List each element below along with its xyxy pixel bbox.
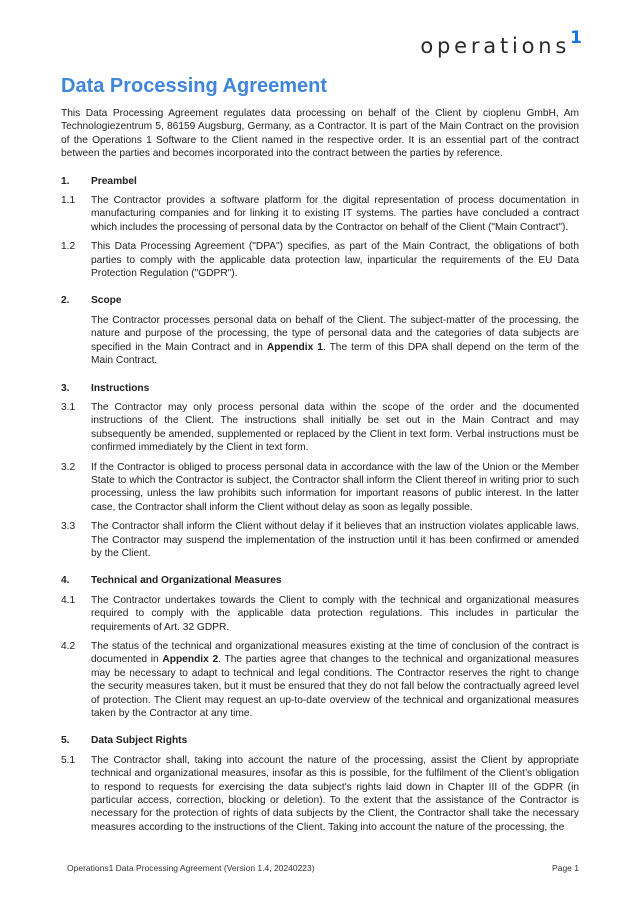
clause-number: 4.2 <box>61 641 76 652</box>
clause-number: 3.1 <box>61 401 76 413</box>
section-number: 1. <box>61 175 70 187</box>
intro-paragraph: This Data Processing Agreement regulates data processing on behalf of the Client by cioplenu GmbH, Am Technologiezentrum 5, 86159 Augsburg, Germany, as a Contractor. It is part of the Main Contract on the provision of the Operations 1 Software to the Client named in the respective order. It is an essential part of the contract between the parties and becomes incorporated into the contract between the parties by reference. <box>61 108 579 160</box>
clause <box>61 640 579 720</box>
clause-number: 5.1 <box>61 754 76 766</box>
page-footer <box>67 863 579 873</box>
footer-page-number: Page 1 <box>552 863 579 873</box>
scope-paragraph: The Contractor processes personal data on behalf of the Client. The subject-matter of the processing, the nature and purpose of the processing, the type of personal data and the categories of data subjects are specified in the Main Contract and in Appendix 1. The term of this DPA shall depend on the term of the Main Contract. <box>91 314 580 367</box>
clause-number: 4.1 <box>61 594 76 606</box>
section-heading <box>61 574 579 587</box>
clause-text: The status of the technical and organizational measures existing at the time of conclusion of the contract is documented in Appendix 2. The parties agree that changes to the technical and organizational measures may be necessary to adapt to technical and legal conditions. The Contractor reserves the right to change the security measures taken, but it must be ensured that they do not fall below the contractually agreed level of protection. The Client may request an up-to-date overview of the technical and organizational measures taken by the Contractor at any time. <box>91 641 579 720</box>
section-heading <box>61 382 579 395</box>
document-body <box>61 107 579 840</box>
clause-text: The Contractor may only process personal data within the scope of the order and the documented instructions of the Client. The instructions shall initially be set out in the Main Contract and may subsequently be amended, supplemented or replaced by the Client in text form. Verbal instructions must be confirmed immediately by the Client in text form. <box>91 401 579 454</box>
section-title: Instructions <box>91 382 150 394</box>
section-title: Technical and Organizational Measures <box>91 575 282 587</box>
clause-text: The Contractor shall, taking into account the nature of the processing, assist the Client by appropriate technical and organizational measures, insofar as this is possible, for the fulfilment of the Client’s obligation to respond to requests for exercising the data subject's rights laid down in Chapter III of the GDPR (in particular access, correction, blocking or deletion). To the extent that the assistance of the Contractor is necessary for the protection of rights of data subjects by the Client, the Contractor shall take the necessary measures according to the instructions of the Client. Taking into account the nature of the processing, the <box>91 754 579 833</box>
clause-number: 1.2 <box>61 241 76 253</box>
clause <box>61 461 579 515</box>
section-number: 2. <box>61 295 70 307</box>
clause <box>61 754 579 834</box>
section-heading <box>61 175 579 188</box>
clause-text: The Contractor provides a software platform for the digital representation of process documentation in manufacturing companies and for linking it to existing IT systems. The parties have concluded a contract which includes the processing of personal data by the Contractor on behalf of the Client ("Main Contract"). <box>91 195 579 233</box>
clause-number: 1.1 <box>61 195 76 207</box>
clause-text: The Contractor shall inform the Client without delay if it believes that an instruction violates applicable laws. The Contractor may suspend the implementation of the instruction until it has been confirmed or amended by the Client. <box>91 521 579 559</box>
clause <box>61 240 579 280</box>
clause-number: 3.3 <box>61 521 76 533</box>
page-title: Data Processing Agreement <box>61 75 328 97</box>
logo-text: operations <box>420 34 571 58</box>
clause <box>61 401 579 455</box>
appendix-reference: Appendix 2 <box>162 654 219 666</box>
clause <box>61 520 579 560</box>
section-number: 3. <box>61 382 70 394</box>
logo-mark: 1 <box>570 28 582 48</box>
section-number: 5. <box>61 735 70 747</box>
section-title: Data Subject Rights <box>91 735 188 747</box>
footer-document-version: Operations1 Data Processing Agreement (Version 1.4, 20240223) <box>67 863 315 873</box>
clause-text: This Data Processing Agreement ("DPA") specifies, as part of the Main Contract, the obligations of both parties to comply with the applicable data protection law, inparticular the requirements of the EU Data Protection Regulation ("GDPR"). <box>91 241 579 280</box>
clause-text: The Contractor undertakes towards the Client to comply with the technical and organizational measures required to comply with the applicable data protection regulations. This includes in particular the requirements of Art. 32 GDPR. <box>91 594 579 633</box>
clause <box>61 194 579 234</box>
clause-number: 3.2 <box>61 461 76 473</box>
appendix-reference: Appendix 1 <box>266 341 323 353</box>
section-heading <box>61 294 579 307</box>
clause <box>61 594 579 634</box>
section-heading <box>61 734 579 747</box>
section-title: Preambel <box>91 175 137 187</box>
clause-text: If the Contractor is obliged to process personal data in accordance with the law of the Union or the Member State to which the Contractor is subject, the Contractor shall inform the Client thereof in writing prior to such processing, unless the law prohibits such information for important reasons of public interest. In the latter case, the Contractor shall inform the Client without delay as soon as legally possible. <box>91 461 579 513</box>
section-title: Scope <box>91 295 122 307</box>
operations1-logo <box>420 30 582 58</box>
section-number: 4. <box>61 575 70 587</box>
